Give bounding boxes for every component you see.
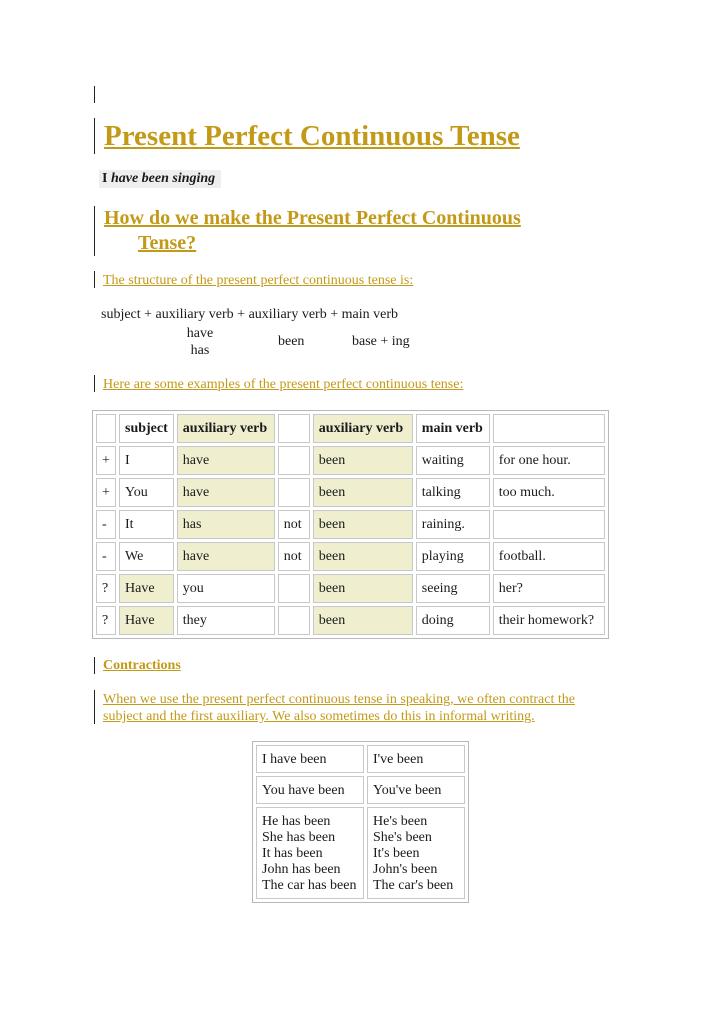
table-cell: been <box>313 542 413 571</box>
table-cell <box>493 510 605 539</box>
table-cell: for one hour. <box>493 446 605 475</box>
table-row <box>256 745 465 773</box>
example-verb: have been singing <box>110 171 216 186</box>
table-cell: you <box>177 574 275 603</box>
table-cell: too much. <box>493 478 605 507</box>
table-cell: her? <box>493 574 605 603</box>
table-cell: waiting <box>416 446 490 475</box>
table-cell: have <box>177 446 275 475</box>
table-cell: I have been <box>256 745 364 773</box>
table-cell: they <box>177 606 275 635</box>
margin-bar <box>94 657 95 674</box>
table-cell: not <box>278 510 310 539</box>
paragraph-line-1: When we use the present perfect continuous tense in speaking, we often contract the <box>103 692 575 707</box>
contraction-short: The car's been <box>373 878 454 893</box>
table-cell: I <box>119 446 174 475</box>
table-cell: Have <box>119 606 174 635</box>
header-cell: auxiliary verb <box>313 414 413 443</box>
table-row <box>256 776 465 804</box>
contractions-table <box>252 741 469 903</box>
margin-bar <box>94 271 95 288</box>
margin-bar <box>94 375 95 392</box>
table-cell: have <box>177 478 275 507</box>
contraction-short: It's been <box>373 846 420 861</box>
header-cell: subject <box>119 414 174 443</box>
page-title: Present Perfect Continuous Tense <box>104 120 520 152</box>
table-cell: football. <box>493 542 605 571</box>
heading-line-1: How do we make the Present Perfect Continuous <box>104 207 521 229</box>
table-cell: not <box>278 542 310 571</box>
heading-line-2: Tense? <box>138 232 197 254</box>
contraction-short: She's been <box>373 830 432 845</box>
table-cell: have <box>177 542 275 571</box>
contraction-full: John has been <box>262 862 341 877</box>
table-row <box>96 574 605 603</box>
header-cell <box>278 414 310 443</box>
table-cell: - <box>96 542 116 571</box>
table-cell: been <box>313 574 413 603</box>
contraction-full: He has been <box>262 814 331 829</box>
table-cell <box>278 606 310 635</box>
table-row <box>96 542 605 571</box>
table-cell: their homework? <box>493 606 605 635</box>
table-cell: talking <box>416 478 490 507</box>
table-cell <box>256 807 364 899</box>
table-row <box>256 807 465 899</box>
contraction-short: John's been <box>373 862 438 877</box>
structure-intro-link[interactable]: The structure of the present perfect continuous tense is: <box>103 273 414 288</box>
table-cell <box>278 478 310 507</box>
examples-table <box>92 410 609 639</box>
table-cell: been <box>313 446 413 475</box>
margin-bar <box>94 690 95 724</box>
table-cell: been <box>313 606 413 635</box>
contraction-full: It has been <box>262 846 323 861</box>
table-cell: I've been <box>367 745 465 773</box>
header-cell: main verb <box>416 414 490 443</box>
main-verb-form: base + ing <box>352 334 410 349</box>
table-row <box>96 510 605 539</box>
table-cell: been <box>313 478 413 507</box>
contractions-paragraph-link[interactable] <box>103 691 575 725</box>
table-cell: You have been <box>256 776 364 804</box>
table-cell: has <box>177 510 275 539</box>
table-cell: ? <box>96 606 116 635</box>
header-cell <box>493 414 605 443</box>
contraction-short: He's been <box>373 814 428 829</box>
table-cell <box>278 446 310 475</box>
table-cell: playing <box>416 542 490 571</box>
contraction-full: She has been <box>262 830 336 845</box>
table-cell <box>278 574 310 603</box>
header-cell <box>96 414 116 443</box>
header-cell: auxiliary verb <box>177 414 275 443</box>
table-cell: doing <box>416 606 490 635</box>
table-cell: We <box>119 542 174 571</box>
margin-bar <box>94 86 95 103</box>
table-cell: raining. <box>416 510 490 539</box>
table-cell: been <box>313 510 413 539</box>
table-cell: ? <box>96 574 116 603</box>
margin-bar <box>94 118 95 154</box>
examples-intro-link[interactable]: Here are some examples of the present perfect continuous tense: <box>103 377 464 392</box>
contraction-full: The car has been <box>262 878 357 893</box>
table-row <box>96 606 605 635</box>
table-cell: + <box>96 478 116 507</box>
table-cell: You've been <box>367 776 465 804</box>
table-cell: + <box>96 446 116 475</box>
table-cell: Have <box>119 574 174 603</box>
aux1-has: has <box>190 343 210 358</box>
aux2-been: been <box>278 334 305 349</box>
table-cell: - <box>96 510 116 539</box>
margin-bar <box>94 206 95 256</box>
table-header-row <box>96 414 605 443</box>
table-cell <box>367 807 465 899</box>
aux1-have: have <box>186 326 214 341</box>
example-sentence <box>99 170 221 188</box>
section-heading-structure[interactable] <box>104 206 584 256</box>
table-cell: It <box>119 510 174 539</box>
structure-formula: subject + auxiliary verb + auxiliary verb + main verb <box>101 307 398 322</box>
table-cell: You <box>119 478 174 507</box>
table-row <box>96 478 605 507</box>
table-cell: seeing <box>416 574 490 603</box>
table-row <box>96 446 605 475</box>
paragraph-line-2: subject and the first auxiliary. We also sometimes do this in informal writing. <box>103 709 535 724</box>
example-subject: I <box>102 171 108 186</box>
contractions-heading-link[interactable]: Contractions <box>103 658 181 673</box>
